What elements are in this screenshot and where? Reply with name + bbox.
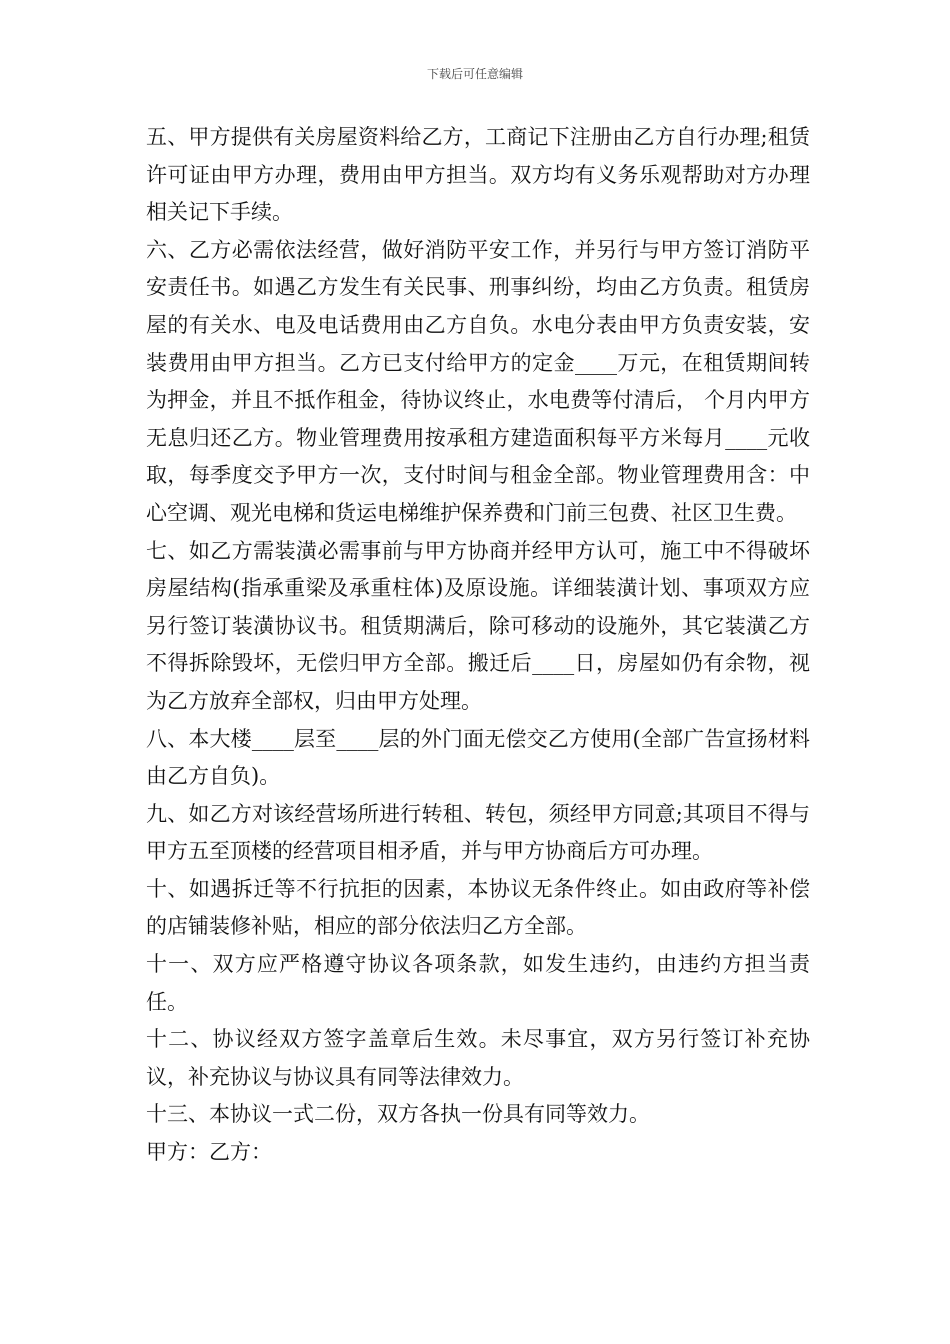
clause-9: 九、如乙方对该经营场所进行转租、转包，须经甲方同意;其项目不得与甲方五至顶楼的经营项目相矛盾，并与甲方协商后方可办理。 xyxy=(146,801,810,864)
clause-13: 十三、本协议一式二份，双方各执一份具有同等效力。 xyxy=(146,1102,650,1127)
page-header: 下载后可任意编辑 xyxy=(426,67,523,81)
clause-11: 十一、双方应严格遵守协议各项条款，如发生违约，由违约方担当责任。 xyxy=(146,952,810,1014)
signature-line: 甲方：乙方： xyxy=(146,1140,272,1165)
clause-12: 十二、协议经双方签字盖章后生效。未尽事宜，双方另行签订补充协议，补充协议与协议具有同等法律效力。 xyxy=(146,1027,810,1089)
clause-10: 十、如遇拆迁等不行抗拒的因素，本协议无条件终止。如由政府等补偿的店铺装修补贴，相应的部分依法归乙方全部。 xyxy=(146,876,810,939)
document-body xyxy=(146,119,810,1172)
clause-7: 七、如乙方需装潢必需事前与甲方协商并经甲方认可，施工中不得破坏房屋结构(指承重梁及承重柱体)及原设施。详细装潢计划、事项双方应另行签订装潢协议书。租赁期满后，除可移动的设施外，其它装潢乙方不得拆除毁坏，无偿归甲方全部。搬迁后____日，房屋如仍有余物，视为乙方放弃全部权，归由甲方处理。 xyxy=(146,538,810,713)
clause-6: 六、乙方必需依法经营，做好消防平安工作，并另行与甲方签订消防平安责任书。如遇乙方发生有关民事、刑事纠纷，均由乙方负责。租赁房屋的有关水、电及电话费用由乙方自负。水电分表由甲方负责安装，安装费用由甲方担当。乙方已支付给甲方的定金____万元，在租赁期间转为押金，并且不抵作租金，待协议终止，水电费等付清后， 个月内甲方无息归还乙方。物业管理费用按承租方建造面积每平方米每月____元收取，每季度交予甲方一次，支付时间与租金全部。物业管理费用含：中心空调、观光电梯和货运电梯维护保养费和门前三包费、社区卫生费。 xyxy=(146,237,810,525)
clause-8: 八、本大楼____层至____层的外门面无偿交乙方使用(全部广告宣扬材料由乙方自负)。 xyxy=(146,726,810,789)
clause-5: 五、甲方提供有关房屋资料给乙方，工商记下注册由乙方自行办理;租赁许可证由甲方办理，费用由甲方担当。双方均有义务乐观帮助对方办理相关记下手续。 xyxy=(146,125,810,225)
